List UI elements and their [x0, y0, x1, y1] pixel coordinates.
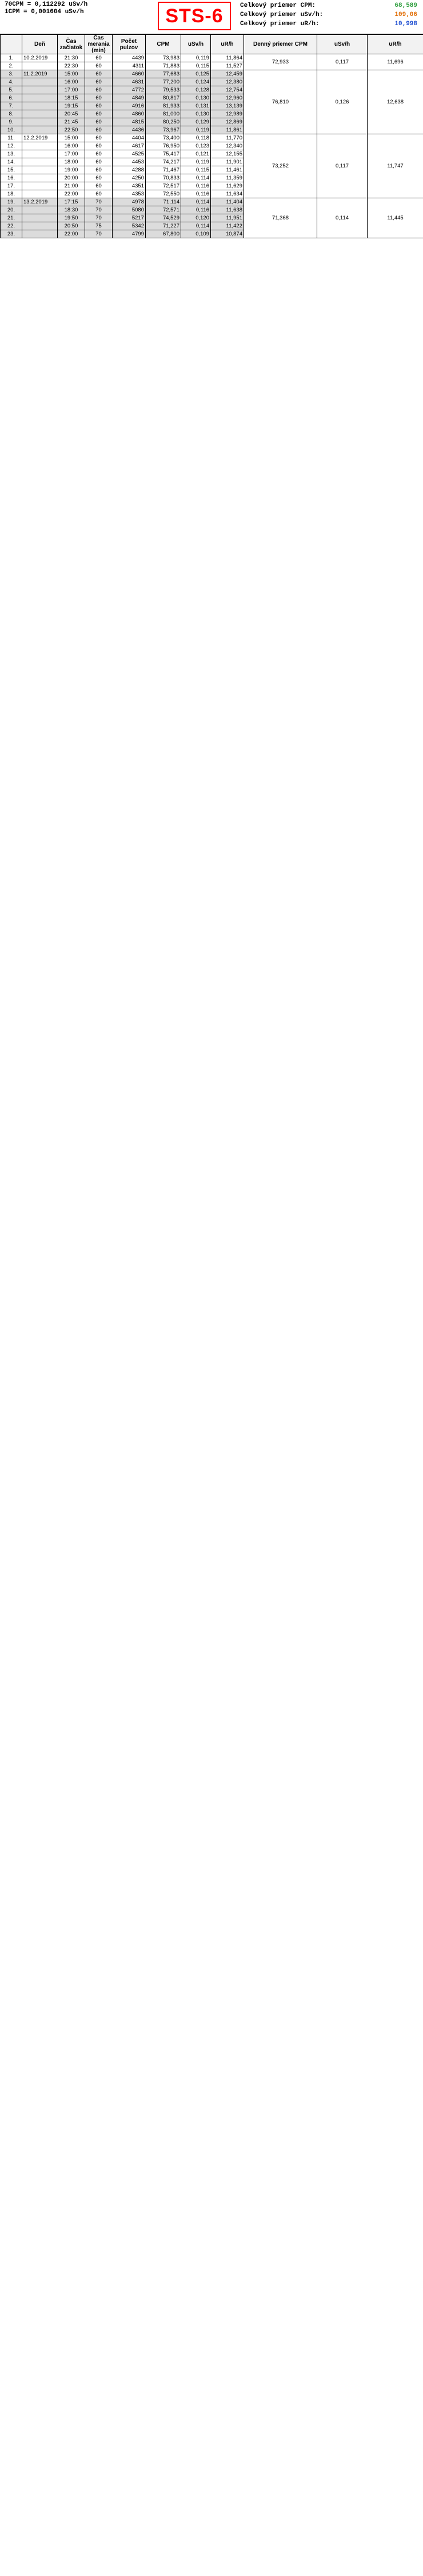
row-start-time: 20:00 [58, 174, 85, 182]
col-day-header: Deň [22, 35, 58, 54]
row-start-time: 20:50 [58, 222, 85, 230]
row-urh: 11,901 [211, 158, 244, 166]
row-usvh: 0,115 [181, 166, 211, 174]
row-urh: 12,754 [211, 86, 244, 94]
measurement-table [0, 34, 423, 238]
row-date [22, 62, 58, 70]
row-usvh: 0,119 [181, 54, 211, 62]
row-usvh: 0,131 [181, 102, 211, 110]
col-day-avg-usvh-header: uSv/h [317, 35, 368, 54]
row-usvh: 0,120 [181, 214, 211, 222]
row-usvh: 0,121 [181, 150, 211, 158]
row-duration: 60 [85, 62, 113, 70]
row-pulses: 4436 [113, 126, 146, 134]
row-index: 9. [1, 118, 22, 126]
row-pulses: 4978 [113, 198, 146, 206]
row-cpm: 67,800 [146, 230, 181, 238]
row-usvh: 0,129 [181, 118, 211, 126]
row-usvh: 0,116 [181, 206, 211, 214]
row-usvh: 0,130 [181, 94, 211, 102]
row-urh: 11,359 [211, 174, 244, 182]
row-pulses: 5217 [113, 214, 146, 222]
row-index: 22. [1, 222, 22, 230]
row-urh: 10,874 [211, 230, 244, 238]
row-pulses: 4631 [113, 78, 146, 86]
row-index: 13. [1, 150, 22, 158]
row-cpm: 72,550 [146, 190, 181, 198]
row-cpm: 71,883 [146, 62, 181, 70]
row-urh: 13,139 [211, 102, 244, 110]
row-duration: 60 [85, 94, 113, 102]
day-avg-cpm: 73,252 [244, 134, 317, 198]
conversion-formulas [5, 1, 87, 16]
row-date [22, 102, 58, 110]
row-urh: 12,340 [211, 142, 244, 150]
table-row [1, 70, 423, 78]
col-usvh-header: uSv/h [181, 35, 211, 54]
row-start-time: 22:00 [58, 230, 85, 238]
col-pulses-header: Počet pulzov [113, 35, 146, 54]
row-usvh: 0,116 [181, 182, 211, 190]
row-pulses: 4617 [113, 142, 146, 150]
row-usvh: 0,118 [181, 134, 211, 142]
col-start-header: Čas začiatok [58, 35, 85, 54]
row-pulses: 4860 [113, 110, 146, 118]
row-start-time: 16:00 [58, 142, 85, 150]
row-duration: 60 [85, 174, 113, 182]
row-usvh: 0,124 [181, 78, 211, 86]
row-index: 12. [1, 142, 22, 150]
row-urh: 11,527 [211, 62, 244, 70]
row-duration: 60 [85, 78, 113, 86]
row-pulses: 4660 [113, 70, 146, 78]
row-usvh: 0,128 [181, 86, 211, 94]
row-start-time: 18:30 [58, 206, 85, 214]
row-start-time: 21:30 [58, 54, 85, 62]
row-duration: 75 [85, 222, 113, 230]
row-pulses: 4453 [113, 158, 146, 166]
row-pulses: 4799 [113, 230, 146, 238]
row-date: 11.2.2019 [22, 70, 58, 78]
row-cpm: 76,950 [146, 142, 181, 150]
day-avg-usvh: 0,114 [317, 198, 368, 238]
row-duration: 60 [85, 126, 113, 134]
row-duration: 60 [85, 158, 113, 166]
row-start-time: 17:00 [58, 86, 85, 94]
formula-line-1: 70CPM = 0,112292 uSv/h [5, 1, 88, 8]
row-urh: 12,459 [211, 70, 244, 78]
row-date [22, 190, 58, 198]
table-row [1, 134, 423, 142]
device-badge: STS-6 [158, 2, 231, 30]
row-date [22, 166, 58, 174]
overall-summary [240, 1, 418, 29]
col-cpm-header: CPM [146, 35, 181, 54]
row-urh: 11,404 [211, 198, 244, 206]
row-urh: 12,869 [211, 118, 244, 126]
row-index: 17. [1, 182, 22, 190]
day-avg-urh: 11,747 [368, 134, 423, 198]
row-cpm: 74,529 [146, 214, 181, 222]
row-pulses: 4351 [113, 182, 146, 190]
row-usvh: 0,119 [181, 126, 211, 134]
row-pulses: 4916 [113, 102, 146, 110]
row-usvh: 0,125 [181, 70, 211, 78]
row-index: 23. [1, 230, 22, 238]
row-pulses: 5342 [113, 222, 146, 230]
row-urh: 11,864 [211, 54, 244, 62]
day-avg-usvh: 0,117 [317, 134, 368, 198]
row-date [22, 110, 58, 118]
row-cpm: 74,217 [146, 158, 181, 166]
table-row [1, 54, 423, 62]
row-pulses: 5080 [113, 206, 146, 214]
row-index: 2. [1, 62, 22, 70]
row-cpm: 77,683 [146, 70, 181, 78]
row-date: 10.2.2019 [22, 54, 58, 62]
row-date [22, 214, 58, 222]
table-row [1, 198, 423, 206]
row-start-time: 19:15 [58, 102, 85, 110]
row-cpm: 72,517 [146, 182, 181, 190]
row-pulses: 4815 [113, 118, 146, 126]
row-urh: 12,380 [211, 78, 244, 86]
row-urh: 11,634 [211, 190, 244, 198]
row-usvh: 0,115 [181, 62, 211, 70]
row-start-time: 15:00 [58, 134, 85, 142]
row-index: 15. [1, 166, 22, 174]
row-urh: 11,422 [211, 222, 244, 230]
summary-usvh-value: 109,06 [394, 11, 417, 18]
row-date [22, 126, 58, 134]
row-cpm: 71,467 [146, 166, 181, 174]
row-usvh: 0,114 [181, 174, 211, 182]
row-cpm: 81,933 [146, 102, 181, 110]
row-date [22, 78, 58, 86]
day-avg-cpm: 72,933 [244, 54, 317, 70]
row-date: 13.2.2019 [22, 198, 58, 206]
row-cpm: 70,833 [146, 174, 181, 182]
row-cpm: 77,200 [146, 78, 181, 86]
col-duration-header: Čas merania (min) [85, 35, 113, 54]
row-pulses: 4288 [113, 166, 146, 174]
row-start-time: 16:00 [58, 78, 85, 86]
row-pulses: 4772 [113, 86, 146, 94]
row-pulses: 4525 [113, 150, 146, 158]
day-avg-urh: 11,696 [368, 54, 423, 70]
row-pulses: 4849 [113, 94, 146, 102]
row-date [22, 142, 58, 150]
row-start-time: 19:00 [58, 166, 85, 174]
row-index: 5. [1, 86, 22, 94]
row-cpm: 71,227 [146, 222, 181, 230]
summary-usvh [240, 10, 418, 19]
row-date [22, 174, 58, 182]
col-urh-header: uR/h [211, 35, 244, 54]
row-index: 20. [1, 206, 22, 214]
row-cpm: 79,533 [146, 86, 181, 94]
row-pulses: 4353 [113, 190, 146, 198]
row-start-time: 18:00 [58, 158, 85, 166]
row-urh: 11,951 [211, 214, 244, 222]
summary-urh-label: Celkový priemer uR/h: [240, 21, 320, 27]
row-start-time: 18:15 [58, 94, 85, 102]
row-duration: 70 [85, 206, 113, 214]
row-index: 14. [1, 158, 22, 166]
row-index: 19. [1, 198, 22, 206]
row-cpm: 81,000 [146, 110, 181, 118]
row-usvh: 0,114 [181, 198, 211, 206]
row-date: 12.2.2019 [22, 134, 58, 142]
row-cpm: 73,967 [146, 126, 181, 134]
row-urh: 11,861 [211, 126, 244, 134]
row-duration: 60 [85, 102, 113, 110]
row-pulses: 4404 [113, 134, 146, 142]
row-start-time: 22:30 [58, 62, 85, 70]
row-urh: 11,461 [211, 166, 244, 174]
row-date [22, 222, 58, 230]
row-pulses: 4250 [113, 174, 146, 182]
col-day-avg-cpm-header: Denný priemer CPM [244, 35, 317, 54]
row-date [22, 94, 58, 102]
row-index: 7. [1, 102, 22, 110]
col-index-header [1, 35, 22, 54]
day-avg-usvh: 0,126 [317, 70, 368, 134]
row-start-time: 17:00 [58, 150, 85, 158]
row-index: 6. [1, 94, 22, 102]
summary-cpm-label: Celkový priemer CPM: [240, 2, 316, 9]
row-usvh: 0,116 [181, 190, 211, 198]
day-avg-usvh: 0,117 [317, 54, 368, 70]
row-duration: 60 [85, 166, 113, 174]
row-duration: 60 [85, 134, 113, 142]
row-duration: 70 [85, 214, 113, 222]
row-cpm: 75,417 [146, 150, 181, 158]
row-pulses: 4439 [113, 54, 146, 62]
row-duration: 60 [85, 70, 113, 78]
summary-cpm [240, 1, 418, 10]
row-duration: 60 [85, 182, 113, 190]
row-index: 1. [1, 54, 22, 62]
row-index: 11. [1, 134, 22, 142]
row-duration: 70 [85, 198, 113, 206]
row-start-time: 21:45 [58, 118, 85, 126]
row-cpm: 72,571 [146, 206, 181, 214]
row-urh: 12,989 [211, 110, 244, 118]
row-start-time: 17:15 [58, 198, 85, 206]
row-urh: 11,629 [211, 182, 244, 190]
row-urh: 11,770 [211, 134, 244, 142]
row-duration: 60 [85, 86, 113, 94]
row-pulses: 4311 [113, 62, 146, 70]
day-avg-cpm: 76,810 [244, 70, 317, 134]
table-head [1, 35, 423, 54]
col-day-avg-urh-header: uR/h [368, 35, 423, 54]
row-index: 18. [1, 190, 22, 198]
row-start-time: 22:00 [58, 190, 85, 198]
row-date [22, 118, 58, 126]
row-start-time: 22:50 [58, 126, 85, 134]
table-header-row [1, 35, 423, 54]
row-index: 8. [1, 110, 22, 118]
row-index: 21. [1, 214, 22, 222]
row-duration: 70 [85, 230, 113, 238]
row-start-time: 15:00 [58, 70, 85, 78]
row-index: 10. [1, 126, 22, 134]
row-cpm: 71,114 [146, 198, 181, 206]
row-usvh: 0,114 [181, 222, 211, 230]
summary-usvh-label: Celkový priemer uSv/h: [240, 11, 324, 18]
row-cpm: 80,817 [146, 94, 181, 102]
row-start-time: 21:00 [58, 182, 85, 190]
row-cpm: 80,250 [146, 118, 181, 126]
row-date [22, 182, 58, 190]
row-start-time: 20:45 [58, 110, 85, 118]
row-date [22, 206, 58, 214]
sheet-header [0, 0, 423, 34]
row-urh: 12,960 [211, 94, 244, 102]
row-index: 4. [1, 78, 22, 86]
table-body [1, 54, 423, 238]
row-date [22, 230, 58, 238]
day-avg-cpm: 71,368 [244, 198, 317, 238]
summary-urh-value: 10,998 [394, 21, 417, 27]
row-urh: 12,155 [211, 150, 244, 158]
row-date [22, 86, 58, 94]
row-duration: 60 [85, 54, 113, 62]
row-duration: 60 [85, 110, 113, 118]
row-duration: 60 [85, 150, 113, 158]
row-usvh: 0,130 [181, 110, 211, 118]
day-avg-urh: 11,445 [368, 198, 423, 238]
row-date [22, 158, 58, 166]
row-index: 16. [1, 174, 22, 182]
row-duration: 60 [85, 142, 113, 150]
summary-cpm-value: 68,589 [394, 2, 417, 9]
row-usvh: 0,119 [181, 158, 211, 166]
row-duration: 60 [85, 190, 113, 198]
row-urh: 11,638 [211, 206, 244, 214]
row-index: 3. [1, 70, 22, 78]
formula-line-2: 1CPM = 0,001604 uSv/h [5, 9, 84, 15]
row-start-time: 19:50 [58, 214, 85, 222]
row-cpm: 73,983 [146, 54, 181, 62]
summary-urh [240, 19, 418, 29]
row-usvh: 0,109 [181, 230, 211, 238]
row-usvh: 0,123 [181, 142, 211, 150]
day-avg-urh: 12,638 [368, 70, 423, 134]
row-date [22, 150, 58, 158]
row-cpm: 73,400 [146, 134, 181, 142]
row-duration: 60 [85, 118, 113, 126]
